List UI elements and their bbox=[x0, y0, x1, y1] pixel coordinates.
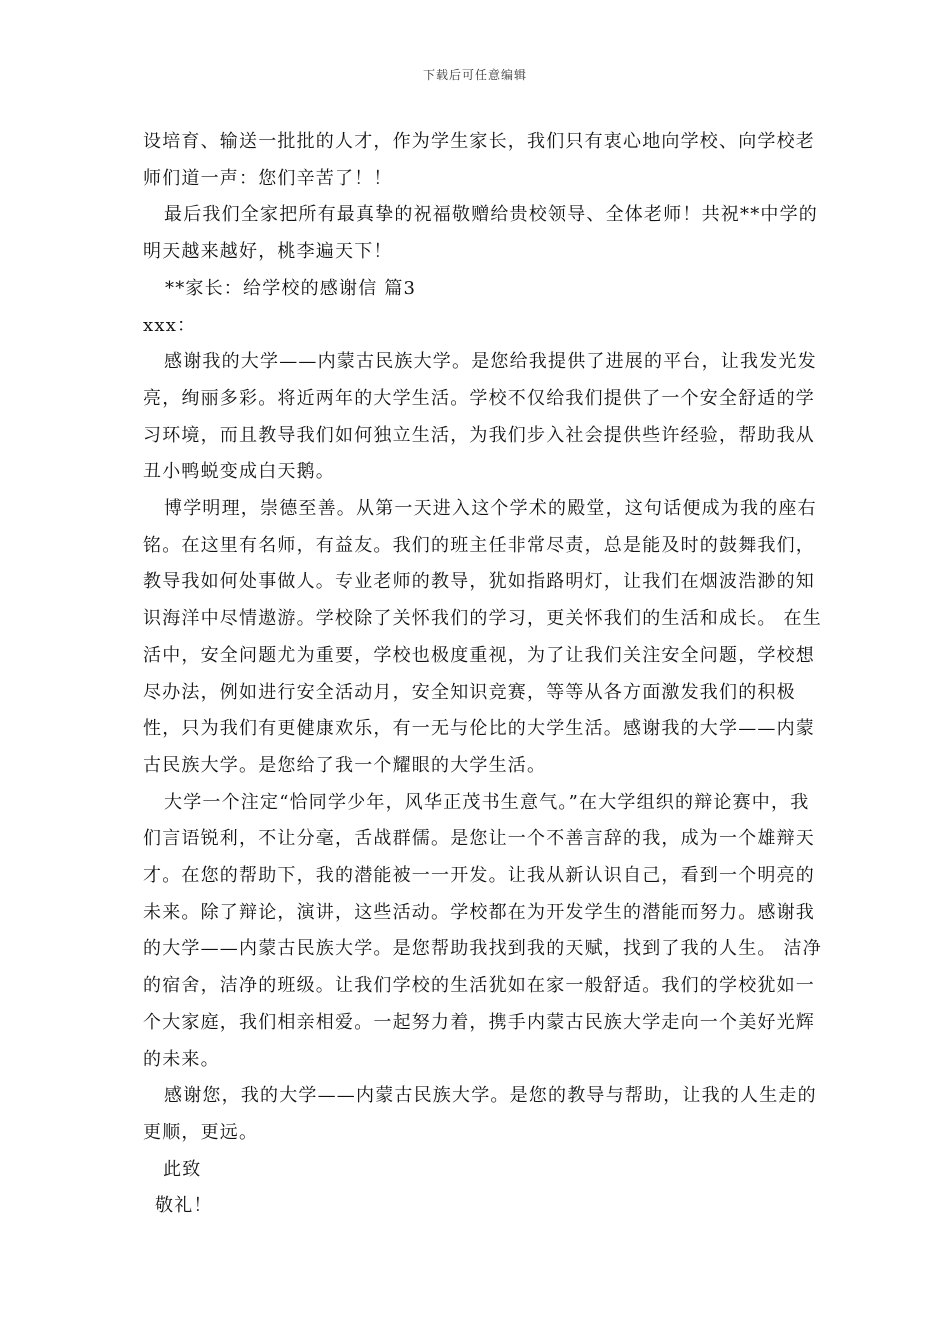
page-header: 下载后可任意编辑 bbox=[422, 68, 527, 82]
letter-closing: 此致 bbox=[163, 1158, 202, 1180]
paragraph-thanks: 感谢我的大学——内蒙古民族大学。是您给我提供了进展的平台，让我发光发亮，绚丽多彩。将近两年的大学生活。学校不仅给我们提供了一个安全舒适的学习环境，而且教导我们如何独立生活，为我们步入社会提供些许经验，帮助我从丑小鸭蜕变成白天鹅。 bbox=[143, 351, 817, 483]
paragraph-gratitude: 感谢您，我的大学——内蒙古民族大学。是您的教导与帮助，让我的人生走的更顺，更远。 bbox=[143, 1085, 817, 1143]
letter-regards: 敬礼！ bbox=[155, 1195, 213, 1217]
paragraph-continuation: 设培育、输送一批批的人才，作为学生家长，我们只有衷心地向学校、向学校老师们道一声：您们辛苦了！！ bbox=[143, 131, 815, 189]
paragraph-blessing: 最后我们全家把所有最真挚的祝福敬赠给贵校领导、全体老师！共祝**中学的明天越来越好，桃李遍天下！ bbox=[143, 204, 818, 263]
paragraph-motto: 博学明理，崇德至善。从第一天进入这个学术的殿堂，这句话便成为我的座右铭。在这里有名师，有益友。我们的班主任非常尽责，总是能及时的鼓舞我们，教导我如何处事做人。专业老师的教导，犹如指路明灯，让我们在烟波浩渺的知识海洋中尽情遨游。学校除了关怀我们的学习，更关怀我们的生活和成长。 在生活中，安全问题尤为重要，学校也极度重视，为了让我们关注安全问题，学校想尽办法，例如进行安全活动月，安全知识竞赛，等等从各方面激发我们的积极性，只为我们有更健康欢乐，有一无与伦比的大学生活。感谢我的大学——内蒙古民族大学。是您给了我一个耀眼的大学生活。 bbox=[143, 498, 822, 776]
paragraph-debate: 大学一个注定“恰同学少年，风华正茂书生意气。”在大学组织的辩论赛中，我们言语锐利，不让分毫，舌战群儒。是您让一个不善言辞的我，成为一个雄辩天才。在您的帮助下，我的潜能被一一开发。让我从新认识自己，看到一个明亮的未来。除了辩论，演讲，这些活动。学校都在为开发学生的潜能而努力。感谢我的大学——内蒙古民族大学。是您帮助我找到我的天赋，找到了我的人生。 洁净的宿舍，洁净的班级。让我们学校的生活犹如在家一般舒适。我们的学校犹如一个大家庭，我们相亲相爱。一起努力着，携手内蒙古民族大学走向一个美好光辉的未来。 bbox=[143, 791, 822, 1070]
document-body bbox=[143, 124, 823, 1225]
letter-salutation: xxx： bbox=[143, 314, 197, 336]
section-title: **家长：给学校的感谢信 篇3 bbox=[165, 277, 417, 299]
